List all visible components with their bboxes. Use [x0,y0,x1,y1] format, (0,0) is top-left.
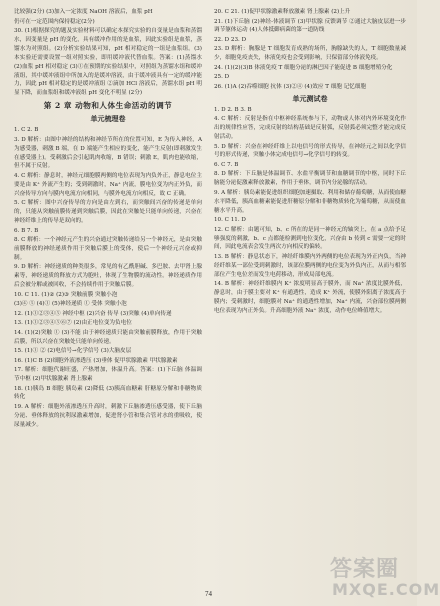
answer-item: 13. B 解析：静息状态下，神经纤维膜内外两侧的电位表现为外正内负，当神经纤维某一部位受到刺激时，该部位膜两侧的电位变为外负内正，从而与相邻部位产生电位差而发生电荷移动，形成局部电流。 [214,253,406,278]
answer-item: 12. C 解析：由题可知，b、c 所在的是同一神经元的轴突上，在 a 点给予足够强度的刺激，b、c 点都能检测到电位变化，兴奋由 b 传到 c 需要一定的时间，因此电流表会发生两次方向相反的偏转。 [214,226,406,251]
answer-item: 12. (1)①②③④⑤ 神经中枢 (2)兴奋 传导 (3)突触 (4)单向传递 [14,310,172,317]
text-paragraph: 30. (1)根据探究的题及实验材料可以确定本探究实验的自变量是血浆和蒸馏水，因变量是 pH 的变化，具有缓冲作用的是血浆，因此实验组是血浆，蒸馏水为对照组。(2)分析实验结果可知，pH 相对稳定的一组是血浆组。(3)本实验还需要设置一组对照实验，即用缓冲液代替血浆。答案：(1)蒸馏水(2)血浆 pH 相对稳定 (3)①在预期的实验结果中，对照组为蒸馏水组和缓冲液组，其中缓冲液组中所加入的是缓冲溶液，由于缓冲液具有一定的缓冲能力，因此 pH 相对稳定的是缓冲液组 ②滴加 HCl 溶液后，蒸馏水组 pH 明显下降，而血浆组和缓冲液组 pH 变化不明显 (2分) [14,28,202,97]
answer-item: 6. B 7. B [14,227,39,234]
answer-item: 8. C 解析：一个神经元产生的兴奋通过突触传递给另一个神经元，是由突触前膜释放的神经递质作用于突触后膜上的受体，使后一个神经元兴奋或抑制。 [14,237,202,261]
answer-item: 14. B 解析：神经纤维膜内 K⁺ 浓度明显高于膜外，而 Na⁺ 浓度比膜外低，静息时，由于膜主要对 K⁺ 有通透性，造成 K⁺ 外流，使膜外阳离子浓度高于膜内；受刺激时，细胞膜对 Na⁺ 的通透性增加，Na⁺ 内流，兴奋部位膜两侧电位表现为内正外负。升高细胞外液 Na⁺ 浓度，动作电位峰值增大。 [214,281,406,314]
left-column [14,8,202,430]
answer-item: 15. (1)① ② (2)电信号→化学信号 (3)大脑皮层 [14,348,132,355]
answer-item: 20. C 21. (1)促甲状腺激素释放激素 肾上腺素 (2)上升 [214,9,351,15]
text-line: 比较强(2分) (3)加入一定浓度 NaOH 溶液后，血浆 pH [14,9,153,15]
answer-item: 21. (1)下丘脑 (2)神经-体液调节 (3)甲状腺 反馈调节 ②通过大脑皮层进一步调节躯体运动 (4)人体抵御病菌的第一道防线 [214,18,406,34]
answer-item: 17. 解析：细胞代谢旺盛，产热增加，体温升高。答案：(1)下丘脑 体温调节中枢 (2)甲状腺激素 肾上腺素 [14,367,202,383]
answer-item: 1. C 2. B [14,127,39,134]
answer-item: 13. (1)①②③④⑤⑥⑦ (2)由正电位变为负电位 [14,320,132,327]
text-line: 仍可在一定范围内保持稳定(2分) [14,18,95,25]
answer-item: 10. C 11. D [214,217,246,224]
answer-item: 25. D [214,74,230,81]
answer-item: 16. (1)C B (2)细胞外液渗透压 (3)垂体 促甲状腺激素 甲状腺激素 [14,357,178,364]
answer-item: 4. C 解析：静息时，神经元细胞膜两侧的电位表现为内负外正，静息电位主要是由 K⁺ 外流产生的；受到刺激时，Na⁺ 内流，膜电位变为内正外负，而兴奋传导方向与膜内电流方向相同，与膜外电流方向相反，故 C 正确。 [14,172,202,197]
answer-item: 5. D 解析：兴奋在神经纤维上以电信号的形式传导，在神经元之间以化学信号的形式传递，突触小体完成电信号→化学信号的转变。 [214,143,406,159]
watermark-logo [330,552,440,602]
answer-item: 9. D 解析：神经递质的种类很多，常见的有乙酰胆碱、多巴胺、去甲肾上腺素等，神经递质的释放方式为胞吐，体现了生物膜的流动性。神经递质作用后会被分解或被回收，不会持续作用于突触后膜。 [14,264,202,289]
answer-item: 19. A 解析：细胞外液渗透压升高时，刺激下丘脑渗透压感受器，使下丘脑分泌、垂体释放的抗利尿激素增加，促进肾小管和集合管对水的重吸收，使尿量减少。 [14,403,202,428]
answer-item: 10. C 11. (1)② (2)③ 突触前膜 突触小泡 [14,291,118,298]
section-title: 单元梳理卷 [90,115,126,124]
answer-item: 14. (1)(2)突触 ① (3)不能 由于神经递质只能由突触前膜释放，作用于突触后膜，所以兴奋在突触处只能单向传递。 [14,329,202,345]
answer-item: 23. D 解析：胸腺是 T 细胞发育成熟的场所，胸腺缺失的人，T 细胞数量减少，细胞免疫丧失，体液免疫也会受到影响，只保留部分体液免疫。 [214,46,406,62]
answer-item: 5. C 解析：图中兴奋传导的方向是由左到右，而突触间兴奋的传递是单向的，只能从突触前膜传递到突触后膜，因此在突触处只能单向传递，兴奋在神经纤维上的传导是双向的。 [14,200,202,225]
answer-item: 1. D 2. B 3. B [214,106,252,113]
answer-item: (3)④ ⑤ (4)① (5)神经递质 ① 受体 突触小泡 [14,301,127,308]
watermark-sub-text: MXQE.COM [332,580,440,599]
answer-item: 22. D 23. D [214,36,247,43]
page-number: 74 [205,590,212,598]
answer-item: 8. D 解析：下丘脑是体温调节、水盐平衡调节和血糖调节的中枢，同时下丘脑能分泌促激素释放激素，作用于垂体，调节内分泌腺的活动。 [214,171,406,187]
answer-item: 3. D 解析：由图中神经的结构和神经节所在的位置可知，E 为传入神经，A 为感受器，刺激 B 端，在 D 端能产生相应的变化，能产生反射(即刺激发生在感受器上)。受刺激后会引起肌肉收缩，B 错误；刺激 E，肌肉也能收缩，但不属于反射。 [14,136,202,170]
answer-item: 24. (1)(2)(3)B 体液免疫 T 细胞分泌的淋巴因子能促进 B 细胞增殖分化 [214,64,393,71]
right-column [214,8,406,317]
answer-item: 26. (1)A (2)吞噬细胞 抗体 (3)②④ (4)效应 T 细胞 记忆细胞 [214,83,367,90]
watermark-main-text: 答案圈 [330,557,400,582]
chapter-title: 第 2 章 动物和人体生命活动的调节 [43,101,173,111]
answer-item: 4. C 解析：反射是指在中枢神经系统参与下，动物或人体对内外环境变化作出的规律性应答，完成反射的结构基础是反射弧，反射弧必须完整才能完成反射活动。 [214,116,406,141]
answer-item: 18. (1)胰岛 B 细胞 胰岛素 (2)降低 (3)胰高血糖素 肝糖原分解和非糖物质转化 [14,385,202,401]
answer-item: 6. C 7. B [214,161,239,168]
answer-item: 9. A 解析：胰岛素能促进组织细胞加速摄取、利用和储存葡萄糖，从而使血糖水平降低，胰高血糖素能促进肝糖原分解和非糖物质转化为葡萄糖，从而使血糖水平升高。 [214,189,406,214]
section-title: 单元测试卷 [292,94,328,103]
